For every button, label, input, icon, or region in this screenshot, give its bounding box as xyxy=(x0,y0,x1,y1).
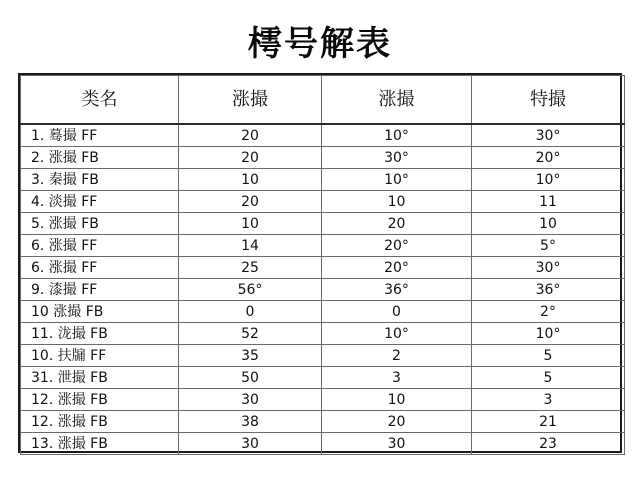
row-name-cell: 31. 泄撮 FB xyxy=(21,367,179,389)
row-name-cell: 2. 涨撮 FB xyxy=(21,147,179,169)
row-value-cell: 30° xyxy=(472,124,625,147)
row-value-cell: 10 xyxy=(472,213,625,235)
table-row xyxy=(21,411,625,433)
table-row xyxy=(21,235,625,257)
row-value-cell: 30 xyxy=(179,433,322,455)
table-row xyxy=(21,345,625,367)
row-value-cell: 30° xyxy=(472,257,625,279)
row-value-cell: 10 xyxy=(179,169,322,191)
table-row xyxy=(21,323,625,345)
row-value-cell: 10° xyxy=(472,169,625,191)
table-row xyxy=(21,169,625,191)
table-row xyxy=(21,367,625,389)
row-value-cell: 5 xyxy=(472,345,625,367)
header-col-4: 特撮 xyxy=(472,76,625,125)
header-col-2: 涨撮 xyxy=(179,76,322,125)
table-row xyxy=(21,124,625,147)
row-value-cell: 10 xyxy=(322,389,472,411)
table-row xyxy=(21,433,625,455)
header-category: 类名 xyxy=(21,76,179,125)
row-name-cell: 9. 漆撮 FF xyxy=(21,279,179,301)
row-value-cell: 3 xyxy=(322,367,472,389)
row-value-cell: 21 xyxy=(472,411,625,433)
table-row xyxy=(21,147,625,169)
data-table-container xyxy=(18,73,622,453)
table-row xyxy=(21,301,625,323)
row-value-cell: 3 xyxy=(472,389,625,411)
table-row xyxy=(21,191,625,213)
row-value-cell: 5° xyxy=(472,235,625,257)
row-name-cell: 6. 涨撮 FF xyxy=(21,257,179,279)
table-body xyxy=(21,124,625,455)
row-value-cell: 30° xyxy=(322,147,472,169)
row-value-cell: 50 xyxy=(179,367,322,389)
row-value-cell: 0 xyxy=(322,301,472,323)
row-value-cell: 36° xyxy=(322,279,472,301)
row-name-cell: 5. 涨撮 FB xyxy=(21,213,179,235)
row-value-cell: 35 xyxy=(179,345,322,367)
row-value-cell: 20 xyxy=(179,191,322,213)
row-name-cell: 6. 涨撮 FF xyxy=(21,235,179,257)
data-table xyxy=(20,75,625,455)
row-value-cell: 20 xyxy=(179,147,322,169)
row-value-cell: 25 xyxy=(179,257,322,279)
row-value-cell: 23 xyxy=(472,433,625,455)
table-row xyxy=(21,213,625,235)
row-value-cell: 14 xyxy=(179,235,322,257)
row-value-cell: 20 xyxy=(322,213,472,235)
row-value-cell: 20 xyxy=(322,411,472,433)
row-value-cell: 11 xyxy=(472,191,625,213)
row-name-cell: 1. 蓦撮 FF xyxy=(21,124,179,147)
table-row xyxy=(21,257,625,279)
row-value-cell: 10° xyxy=(472,323,625,345)
row-value-cell: 30 xyxy=(322,433,472,455)
page-title: 樗号解表 xyxy=(248,24,392,64)
row-value-cell: 10 xyxy=(179,213,322,235)
row-value-cell: 38 xyxy=(179,411,322,433)
row-value-cell: 5 xyxy=(472,367,625,389)
row-value-cell: 52 xyxy=(179,323,322,345)
table-header-row xyxy=(21,76,625,125)
row-value-cell: 20° xyxy=(472,147,625,169)
row-name-cell: 13. 涨撮 FB xyxy=(21,433,179,455)
row-name-cell: 4. 淡撮 FF xyxy=(21,191,179,213)
row-value-cell: 36° xyxy=(472,279,625,301)
row-value-cell: 20 xyxy=(179,124,322,147)
row-name-cell: 10. 扶牖 FF xyxy=(21,345,179,367)
row-name-cell: 11. 泷撮 FB xyxy=(21,323,179,345)
row-name-cell: 12. 涨撮 FB xyxy=(21,411,179,433)
header-col-3: 涨撮 xyxy=(322,76,472,125)
row-value-cell: 56° xyxy=(179,279,322,301)
row-name-cell: 10 涨撮 FB xyxy=(21,301,179,323)
table-row xyxy=(21,279,625,301)
row-value-cell: 10° xyxy=(322,124,472,147)
row-name-cell: 12. 涨撮 FB xyxy=(21,389,179,411)
row-value-cell: 10° xyxy=(322,323,472,345)
row-value-cell: 10° xyxy=(322,169,472,191)
row-value-cell: 2° xyxy=(472,301,625,323)
row-value-cell: 30 xyxy=(179,389,322,411)
row-value-cell: 2 xyxy=(322,345,472,367)
table-row xyxy=(21,389,625,411)
row-value-cell: 20° xyxy=(322,257,472,279)
row-value-cell: 20° xyxy=(322,235,472,257)
row-name-cell: 3. 秦撮 FB xyxy=(21,169,179,191)
row-value-cell: 0 xyxy=(179,301,322,323)
row-value-cell: 10 xyxy=(322,191,472,213)
